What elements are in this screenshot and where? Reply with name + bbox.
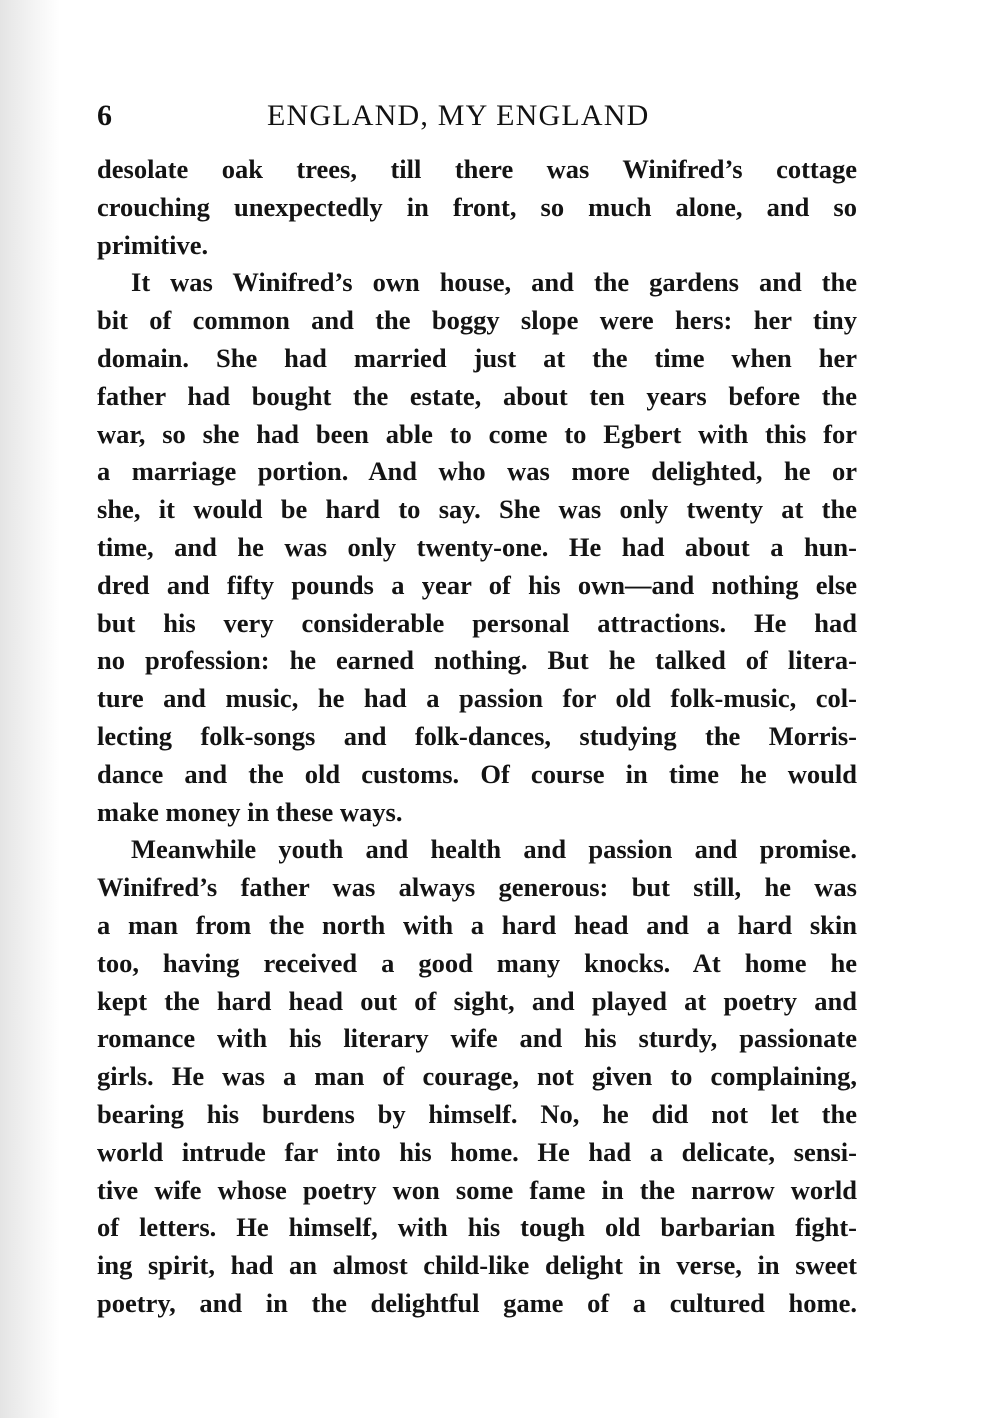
text-line: ing spirit, had an almost child-like delight in verse, in sweet bbox=[97, 1250, 857, 1281]
text-line: primitive. bbox=[97, 229, 209, 260]
book-title: ENGLAND, MY ENGLAND bbox=[267, 99, 650, 132]
text-line: make money in these ways. bbox=[97, 796, 403, 827]
text-line: a man from the north with a hard head and a hard skin bbox=[97, 909, 857, 940]
text-line: bearing his burdens by himself. No, he did not let the bbox=[97, 1098, 857, 1129]
gutter-shadow bbox=[0, 0, 60, 1418]
text-line: a marriage portion. And who was more delighted, he or bbox=[97, 456, 857, 487]
text-line: Winifred’s father was always generous: but still, he was bbox=[97, 872, 857, 903]
text-line: bit of common and the boggy slope were hers: her tiny bbox=[97, 305, 857, 336]
text-line: too, having received a good many knocks. At home he bbox=[97, 947, 857, 978]
text-line: domain. She had married just at the time when her bbox=[97, 342, 857, 373]
text-line: romance with his literary wife and his sturdy, passionate bbox=[97, 1023, 857, 1054]
text-line: poetry, and in the delightful game of a cultured home. bbox=[97, 1287, 857, 1318]
text-line: lecting folk-songs and folk-dances, studying the Morris- bbox=[97, 720, 857, 751]
text-line: dance and the old customs. Of course in time he would bbox=[97, 758, 857, 789]
text-line: no profession: he earned nothing. But he talked of litera- bbox=[97, 645, 857, 676]
text-line: father had bought the estate, about ten years before the bbox=[97, 380, 857, 411]
text-line: she, it would be hard to say. She was only twenty at the bbox=[97, 494, 857, 525]
text-line: world intrude far into his home. He had a delicate, sensi- bbox=[97, 1136, 857, 1167]
text-line: of letters. He himself, with his tough old barbarian fight- bbox=[97, 1212, 857, 1243]
running-head bbox=[97, 94, 697, 138]
text-line: time, and he was only twenty-one. He had about a hun- bbox=[97, 531, 857, 562]
text-line: tive wife whose poetry won some fame in the narrow world bbox=[97, 1174, 857, 1205]
body-text bbox=[97, 151, 857, 1323]
text-line: Meanwhile youth and health and passion and promise. bbox=[131, 834, 857, 865]
text-line: kept the hard head out of sight, and played at poetry and bbox=[97, 985, 857, 1016]
text-line: girls. He was a man of courage, not given to complaining, bbox=[97, 1061, 857, 1092]
text-line: dred and fifty pounds a year of his own—and nothing else bbox=[97, 569, 857, 600]
text-line: ture and music, he had a passion for old folk-music, col- bbox=[97, 683, 857, 714]
text-line: but his very considerable personal attractions. He had bbox=[97, 607, 857, 638]
text-line: desolate oak trees, till there was Winifred’s cottage bbox=[97, 154, 857, 184]
page-number: 6 bbox=[97, 99, 112, 132]
text-line: crouching unexpectedly in front, so much alone, and so bbox=[97, 191, 857, 222]
text-line: war, so she had been able to come to Egbert with this for bbox=[97, 418, 857, 449]
text-line: It was Winifred’s own house, and the gardens and the bbox=[131, 267, 857, 298]
